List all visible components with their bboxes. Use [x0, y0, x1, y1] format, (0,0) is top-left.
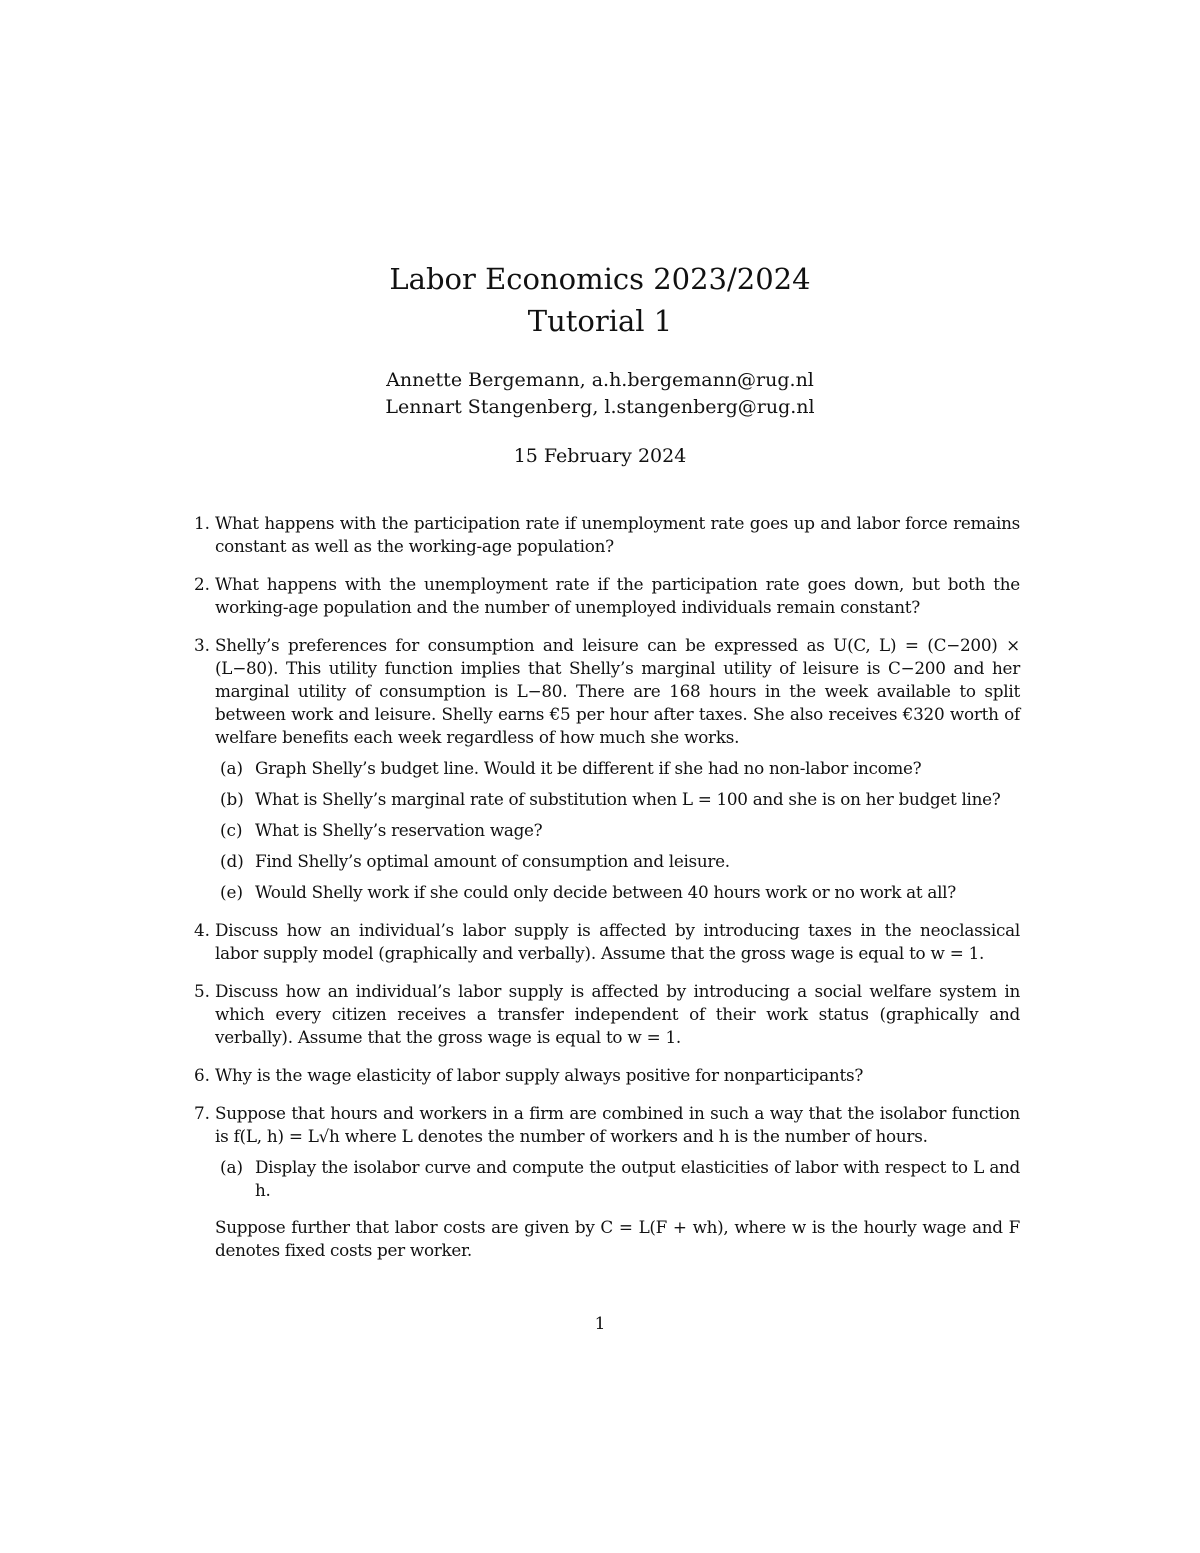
- question-number: 4.: [193, 920, 210, 940]
- question-number: 5.: [193, 981, 210, 1001]
- title-block: [0, 258, 1200, 470]
- question-text: What happens with the unemployment rate if the participation rate goes down, but both the working-age population and the number of unemployed individuals remain constant?: [215, 574, 1020, 617]
- question-text: Discuss how an individual’s labor supply is affected by introducing a social welfare system in which every citizen receives a transfer independent of their work status (graphically and verbally). Assume that the gross wage is equal to w = 1.: [215, 981, 1020, 1047]
- subquestion-label: (a): [220, 758, 244, 778]
- question-item: [188, 573, 1020, 619]
- question-item: [188, 1102, 1020, 1262]
- question-followup-text: Suppose further that labor costs are given by C = L(F + wh), where w is the hourly wage and F denotes fixed costs per worker.: [215, 1217, 1020, 1260]
- subquestion-item: [215, 819, 1020, 842]
- author-list: [0, 367, 1200, 421]
- subquestion-text: What is Shelly’s reservation wage?: [255, 820, 543, 840]
- document-title: Labor Economics 2023/2024: [389, 262, 811, 296]
- subquestion-label: (d): [220, 851, 244, 871]
- subquestion-item: [215, 788, 1020, 811]
- subquestion-list: [215, 757, 1020, 904]
- question-number: 1.: [193, 513, 210, 533]
- author-line: Lennart Stangenberg, l.stangenberg@rug.nl: [385, 396, 815, 418]
- subquestion-label: (b): [220, 789, 244, 809]
- question-item: [188, 919, 1020, 965]
- subquestion-text: Would Shelly work if she could only decide between 40 hours work or no work at all?: [255, 882, 956, 902]
- question-item: [188, 512, 1020, 558]
- subquestion-item: [215, 1156, 1020, 1202]
- question-number: 2.: [193, 574, 210, 594]
- question-item: [188, 634, 1020, 904]
- question-number: 3.: [193, 635, 210, 655]
- subquestion-text: What is Shelly’s marginal rate of substitution when L = 100 and she is on her budget line?: [255, 789, 1001, 809]
- subquestion-label: (a): [220, 1157, 244, 1177]
- question-item: [188, 980, 1020, 1049]
- subquestion-item: [215, 757, 1020, 780]
- subquestion-text: Display the isolabor curve and compute the output elasticities of labor with respect to L and h.: [255, 1157, 1020, 1200]
- question-text: Suppose that hours and workers in a firm are combined in such a way that the isolabor function is f(L, h) = L√h where L denotes the number of workers and h is the number of hours.: [215, 1103, 1020, 1146]
- question-text: Shelly’s preferences for consumption and leisure can be expressed as U(C, L) = (C−200) × (L−80). This utility function implies that Shelly’s marginal utility of leisure is C−200 and her marginal utility of consumption is L−80. There are 168 hours in the week available to split between work and leisure. Shelly earns €5 per hour after taxes. She also receives €320 worth of welfare benefits each week regardless of how much she works.: [215, 635, 1020, 747]
- subquestion-label: (e): [220, 882, 244, 902]
- subquestion-item: [215, 850, 1020, 873]
- subquestion-list: [215, 1156, 1020, 1202]
- subquestion-label: (c): [220, 820, 243, 840]
- question-list: [188, 512, 1020, 1277]
- page-number: 1: [594, 1314, 606, 1334]
- subquestion-text: Find Shelly’s optimal amount of consumption and leisure.: [255, 851, 730, 871]
- subquestion-item: [215, 881, 1020, 904]
- question-text: What happens with the participation rate if unemployment rate goes up and labor force remains constant as well as the working-age population?: [215, 513, 1020, 556]
- document-subtitle: Tutorial 1: [527, 304, 673, 338]
- question-text: Why is the wage elasticity of labor supply always positive for nonparticipants?: [215, 1065, 864, 1085]
- question-item: [188, 1064, 1020, 1087]
- question-text: Discuss how an individual’s labor supply is affected by introducing taxes in the neoclassical labor supply model (graphically and verbally). Assume that the gross wage is equal to w = 1.: [215, 920, 1020, 963]
- question-number: 7.: [193, 1103, 210, 1123]
- document-date: 15 February 2024: [513, 445, 687, 467]
- author-line: Annette Bergemann, a.h.bergemann@rug.nl: [386, 369, 814, 391]
- subquestion-text: Graph Shelly’s budget line. Would it be different if she had no non-labor income?: [255, 758, 922, 778]
- question-number: 6.: [193, 1065, 210, 1085]
